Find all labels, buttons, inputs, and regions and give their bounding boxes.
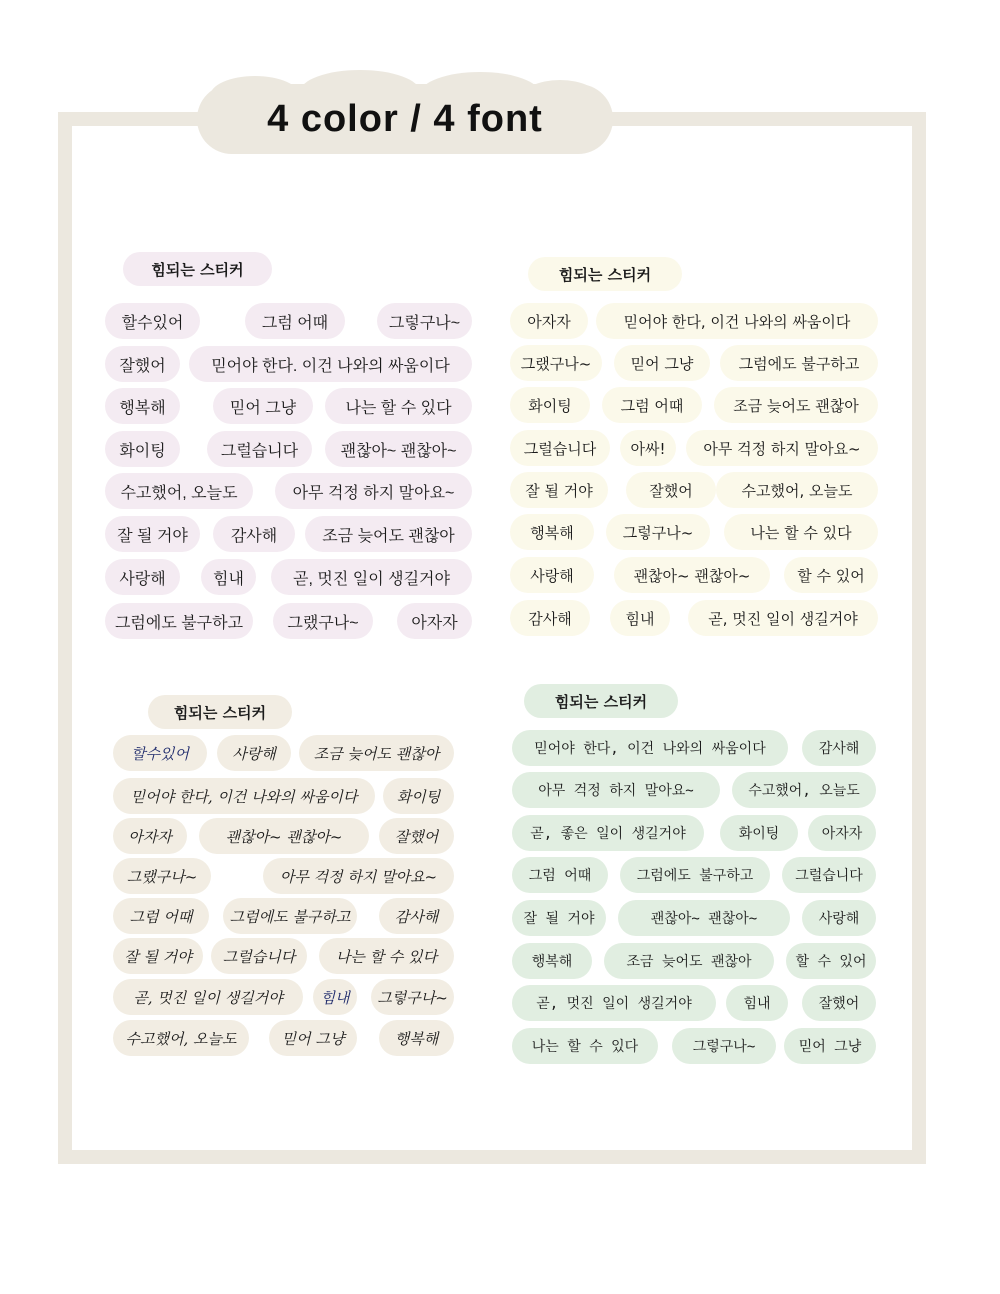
sticker[interactable]: 나는 할 수 있다 [319, 938, 454, 974]
sticker[interactable]: 감사해 [802, 730, 876, 766]
sticker-panel-cream [510, 255, 882, 655]
sticker[interactable]: 그럴습니다 [510, 430, 610, 466]
sticker[interactable]: 행복해 [105, 388, 180, 424]
sticker[interactable]: 나는 할 수 있다 [724, 514, 878, 550]
sticker[interactable]: 그렇구나~ [371, 979, 454, 1015]
sticker[interactable]: 아자자 [808, 815, 876, 851]
sticker[interactable]: 감사해 [510, 600, 590, 636]
sticker[interactable]: 사랑해 [105, 559, 180, 595]
sticker[interactable]: 힘내 [201, 559, 256, 595]
sticker[interactable]: 믿어 그냥 [269, 1020, 357, 1056]
sticker[interactable]: 조금 늦어도 괜찮아 [305, 516, 472, 552]
sticker[interactable]: 잘 될 거야 [512, 900, 606, 936]
sticker[interactable]: 곧, 멋진 일이 생길거야 [512, 985, 716, 1021]
sticker[interactable]: 그럼 어때 [512, 857, 608, 893]
sticker[interactable]: 할 수 있어 [786, 943, 876, 979]
sticker[interactable]: 감사해 [379, 898, 454, 934]
sticker[interactable]: 믿어야 한다, 이건 나와의 싸움이다 [512, 730, 788, 766]
sticker[interactable]: 사랑해 [510, 557, 594, 593]
sticker[interactable]: 잘 될 거야 [113, 938, 203, 974]
sticker[interactable]: 힘내 [726, 985, 788, 1021]
sticker[interactable]: 그랬구나~ [113, 858, 211, 894]
sticker[interactable]: 그랬구나~ [510, 345, 602, 381]
sticker[interactable]: 아자자 [397, 603, 472, 639]
sticker[interactable]: 믿어 그냥 [213, 388, 313, 424]
sticker[interactable]: 그럼에도 불구하고 [223, 898, 357, 934]
sticker[interactable]: 조금 늦어도 괜찮아 [604, 943, 774, 979]
sticker[interactable]: 잘했어 [626, 472, 716, 508]
sticker[interactable]: 믿어 그냥 [784, 1028, 876, 1064]
sticker[interactable]: 행복해 [379, 1020, 454, 1056]
sticker[interactable]: 사랑해 [217, 735, 291, 771]
sticker[interactable]: 그렇구나~ [377, 303, 472, 339]
sticker-panel-green [512, 684, 878, 1069]
sticker-panel-beige [113, 695, 456, 1060]
sticker[interactable]: 잘했어 [802, 985, 876, 1021]
sticker[interactable]: 아싸! [620, 430, 676, 466]
sticker[interactable]: 잘했어 [379, 818, 454, 854]
sticker[interactable]: 믿어야 한다, 이건 나와의 싸움이다 [596, 303, 878, 339]
sticker[interactable]: 그럴습니다 [782, 857, 876, 893]
sticker[interactable]: 그럴습니다 [207, 431, 312, 467]
sticker[interactable]: 감사해 [213, 516, 295, 552]
sticker[interactable]: 곧, 멋진 일이 생길거야 [271, 559, 472, 595]
sticker[interactable]: 화이팅 [510, 387, 590, 423]
sticker[interactable]: 믿어 그냥 [614, 345, 710, 381]
sticker[interactable]: 할 수 있어 [784, 557, 878, 593]
sticker[interactable]: 괜찮아~ 괜찮아~ [618, 900, 790, 936]
sticker[interactable]: 잘했어 [105, 346, 180, 382]
sticker[interactable]: 수고했어, 오늘도 [732, 772, 876, 808]
sticker[interactable]: 나는 할 수 있다 [325, 388, 472, 424]
panel-label: 힘되는 스티커 [528, 257, 682, 291]
sticker[interactable]: 그럴습니다 [211, 938, 307, 974]
sticker[interactable]: 힘내 [313, 979, 357, 1015]
sticker[interactable]: 잘 될 거야 [105, 516, 200, 552]
sticker[interactable]: 괜찮아~ 괜찮아~ [199, 818, 369, 854]
sticker[interactable]: 조금 늦어도 괜찮아 [714, 387, 878, 423]
sticker[interactable]: 사랑해 [802, 900, 876, 936]
sticker[interactable]: 화이팅 [383, 778, 454, 814]
sticker[interactable]: 행복해 [510, 514, 594, 550]
sticker[interactable]: 믿어야 한다, 이건 나와의 싸움이다 [113, 778, 375, 814]
panel-label: 힘되는 스티커 [148, 695, 292, 729]
sticker[interactable]: 그럼 어때 [113, 898, 209, 934]
sticker[interactable]: 아무 걱정 하지 말아요~ [263, 858, 454, 894]
sticker[interactable]: 화이팅 [720, 815, 798, 851]
sticker[interactable]: 할수있어 [113, 735, 207, 771]
sticker[interactable]: 그럼 어때 [602, 387, 702, 423]
sticker[interactable]: 조금 늦어도 괜찮아 [299, 735, 454, 771]
panel-label: 힘되는 스티커 [123, 252, 272, 286]
page-title: 4 color / 4 font [267, 97, 543, 140]
sticker[interactable]: 수고했어, 오늘도 [105, 473, 253, 509]
sticker[interactable]: 아무 걱정 하지 말아요~ [686, 430, 878, 466]
sticker[interactable]: 그럼에도 불구하고 [620, 857, 770, 893]
sticker[interactable]: 할수있어 [105, 303, 200, 339]
sticker[interactable]: 수고했어, 오늘도 [113, 1020, 249, 1056]
sticker[interactable]: 아자자 [510, 303, 588, 339]
sticker[interactable]: 나는 할 수 있다 [512, 1028, 658, 1064]
sticker[interactable]: 그럼에도 불구하고 [105, 603, 253, 639]
sticker[interactable]: 믿어야 한다. 이건 나와의 싸움이다 [189, 346, 472, 382]
sticker[interactable]: 힘내 [610, 600, 670, 636]
sticker[interactable]: 행복해 [512, 943, 592, 979]
sticker[interactable]: 그렇구나~ [606, 514, 710, 550]
sticker[interactable]: 아자자 [113, 818, 187, 854]
sticker[interactable]: 아무 걱정 하지 말아요~ [275, 473, 472, 509]
sticker-panel-pink [105, 250, 475, 650]
sticker[interactable]: 잘 될 거야 [510, 472, 608, 508]
sticker[interactable]: 그럼에도 불구하고 [720, 345, 878, 381]
sticker[interactable]: 곧, 멋진 일이 생길거야 [113, 979, 303, 1015]
sticker[interactable]: 괜찮아~ 괜찮아~ [325, 431, 472, 467]
panel-label: 힘되는 스티커 [524, 684, 678, 718]
sticker[interactable]: 곧, 좋은 일이 생길거야 [512, 815, 704, 851]
sticker[interactable]: 화이팅 [105, 431, 180, 467]
sticker[interactable]: 곧, 멋진 일이 생길거야 [688, 600, 878, 636]
sticker[interactable]: 그랬구나~ [273, 603, 373, 639]
sticker[interactable]: 괜찮아~ 괜찮아~ [614, 557, 770, 593]
sticker[interactable]: 그럼 어때 [245, 303, 345, 339]
sticker[interactable]: 아무 걱정 하지 말아요~ [512, 772, 720, 808]
sticker[interactable]: 수고했어, 오늘도 [716, 472, 878, 508]
sticker[interactable]: 그렇구나~ [672, 1028, 776, 1064]
